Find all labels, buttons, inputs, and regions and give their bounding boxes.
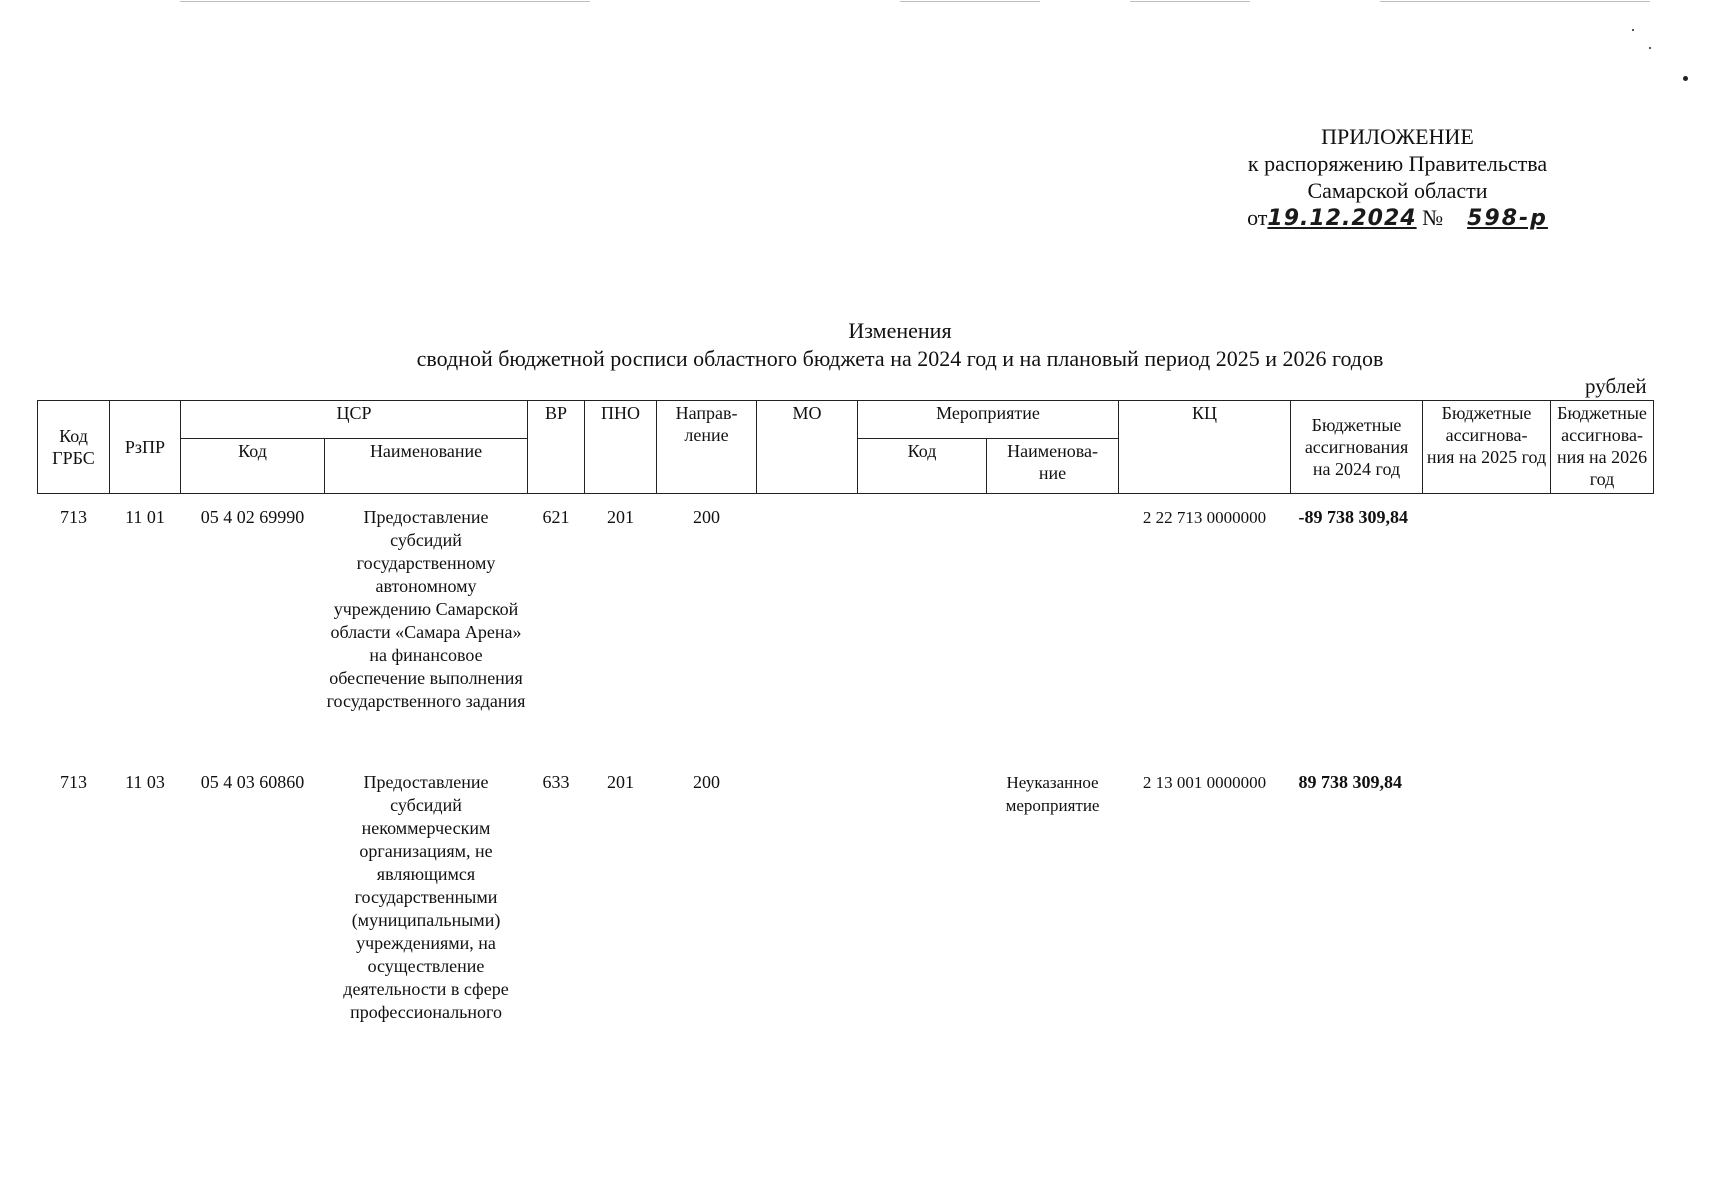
cell-event-name [987, 506, 1119, 713]
header-pno: ПНО [585, 401, 657, 494]
header-event: Мероприятие [858, 401, 1119, 439]
header-event-kod: Код [858, 439, 987, 494]
cell-mo [757, 771, 858, 1024]
cell-napr: 200 [693, 772, 721, 792]
appendix-line-2: Самарской области [1307, 178, 1488, 203]
header-rzpr: РзПР [110, 401, 181, 494]
number-sign: № [1422, 205, 1444, 230]
document-subtitle: сводной бюджетной росписи областного бюджета на 2024 год и на плановый период 2025 и 2026 годов [416, 346, 1384, 371]
scan-line [180, 1, 590, 2]
appendix-line-1: к распоряжению Правительства [1247, 151, 1548, 176]
cell-csr-name: Предоставление субсидий некоммерческим организациям, не являющимся государственными (муниципальными) учреждениями, на осуществление деятельности в сфере профессионального [343, 772, 509, 1022]
header-budget-2024: Бюджетные ассигнования на 2024 год [1291, 401, 1423, 494]
table-row [38, 771, 1654, 1024]
appendix-title: ПРИЛОЖЕНИЕ [1321, 124, 1474, 149]
cell-event-kod [858, 506, 987, 713]
cell-csr-kod: 05 4 03 60860 [200, 772, 305, 792]
scan-dot [1683, 76, 1688, 81]
cell-rzpr: 11 01 [125, 507, 165, 527]
cell-csr-kod: 05 4 02 69990 [200, 507, 305, 527]
cell-rzpr: 11 03 [125, 772, 165, 792]
cell-budget-2024: 89 738 309,84 [1298, 772, 1403, 792]
cell-budget-2025 [1423, 771, 1551, 1024]
table-row [38, 506, 1654, 713]
header-budget-2026: Бюджетные ассигнова- ния на 2026 год [1551, 401, 1654, 494]
cell-mo [757, 506, 858, 713]
cell-kc: 2 22 713 0000000 [1142, 508, 1267, 527]
cell-napr: 200 [693, 507, 721, 527]
appendix-date-line [1175, 204, 1620, 232]
cell-event-kod [858, 771, 987, 1024]
cell-budget-2026 [1551, 771, 1654, 1024]
header-csr-kod: Код [181, 439, 325, 494]
header-kod-grbs: Код ГРБС [38, 401, 110, 494]
cell-pno: 201 [607, 772, 635, 792]
header-kc: КЦ [1119, 401, 1291, 494]
scan-line [1380, 1, 1650, 2]
cell-pno: 201 [607, 507, 635, 527]
cell-budget-2024: -89 738 309,84 [1298, 507, 1409, 527]
header-budget-2025: Бюджетные ассигнова- ния на 2025 год [1423, 401, 1551, 494]
cell-budget-2025 [1423, 506, 1551, 713]
document-title: Изменения [848, 318, 952, 343]
header-event-name: Наименова- ние [987, 439, 1119, 494]
header-csr: ЦСР [181, 401, 528, 439]
order-number: 598-р [1467, 206, 1548, 231]
scan-line [1130, 1, 1250, 2]
header-vr: ВР [528, 401, 585, 494]
units-label: рублей [1585, 374, 1647, 398]
cell-vr: 633 [542, 772, 570, 792]
header-napr: Направ- ление [657, 401, 757, 494]
date-prefix: от [1247, 205, 1268, 230]
cell-kc: 2 13 001 0000000 [1142, 773, 1267, 792]
scan-dot [1649, 47, 1651, 49]
appendix-header [1175, 123, 1620, 232]
header-csr-name: Наименование [325, 439, 528, 494]
budget-table [37, 400, 1654, 1024]
cell-grbs: 713 [60, 507, 87, 527]
header-mo: МО [757, 401, 858, 494]
cell-budget-2026 [1551, 506, 1654, 713]
cell-csr-name: Предоставление субсидий государственному автономному учреждению Самарской области «Самара Арена» на финансовое обеспечение выполнения государственного задания [326, 507, 526, 711]
document-title-block [250, 317, 1550, 373]
order-date: 19.12.2024 [1267, 206, 1417, 231]
scan-dot [1632, 29, 1634, 31]
cell-event-name: Неуказанное мероприятие [1005, 773, 1100, 815]
cell-vr: 621 [542, 507, 570, 527]
cell-grbs: 713 [60, 772, 87, 792]
scan-line [900, 1, 1040, 2]
